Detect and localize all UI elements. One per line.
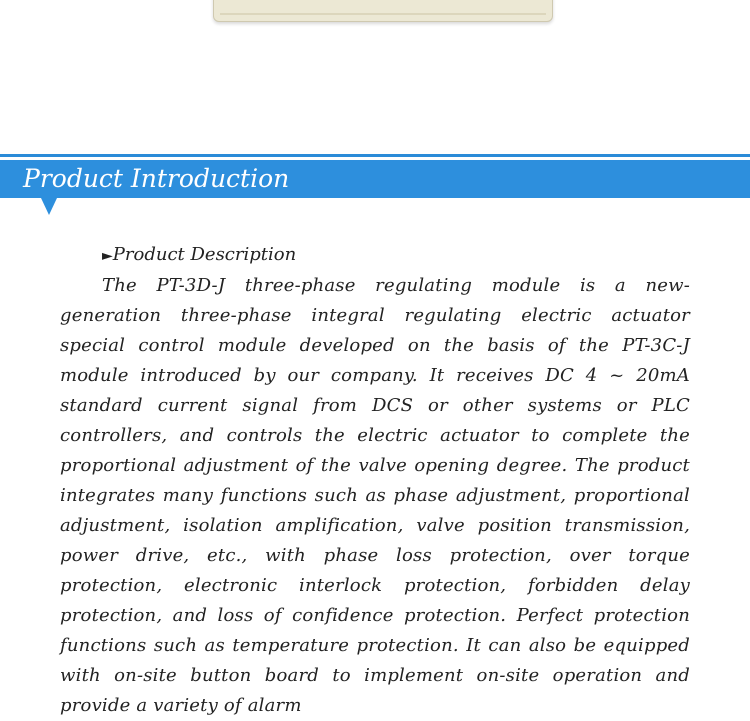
banner-title: Product Introduction: [23, 164, 290, 193]
section-banner: [0, 160, 750, 198]
product-introduction-content: [60, 240, 690, 721]
section-heading-text: Product Description: [112, 244, 297, 265]
triangle-bullet-icon: ►: [102, 248, 113, 264]
product-description-paragraph: The PT-3D-J three-phase regulating module is a new-generation three-phase integral regulating electric actuator special control module developed on the basis of the PT-3C-J module introduced by our company. It receives DC 4 ~ 20mA standard current signal from DCS or other systems or PLC controllers, and controls the electric actuator to complete the proportional adjustment of the valve opening degree. The product integrates many functions such as phase adjustment, proportional adjustment, isolation amplification, valve position transmission, power drive, etc., with phase loss protection, over torque protection, electronic interlock protection, forbidden delay protection, and loss of confidence protection. Perfect protection functions such as temperature protection. It can also be equipped with on-site button board to implement on-site operation and provide a variety of alarm: [60, 275, 690, 716]
banner-divider-line: [0, 154, 750, 157]
banner-pointer-icon: [41, 198, 57, 215]
section-heading: [60, 240, 690, 271]
product-image: [213, 0, 553, 22]
